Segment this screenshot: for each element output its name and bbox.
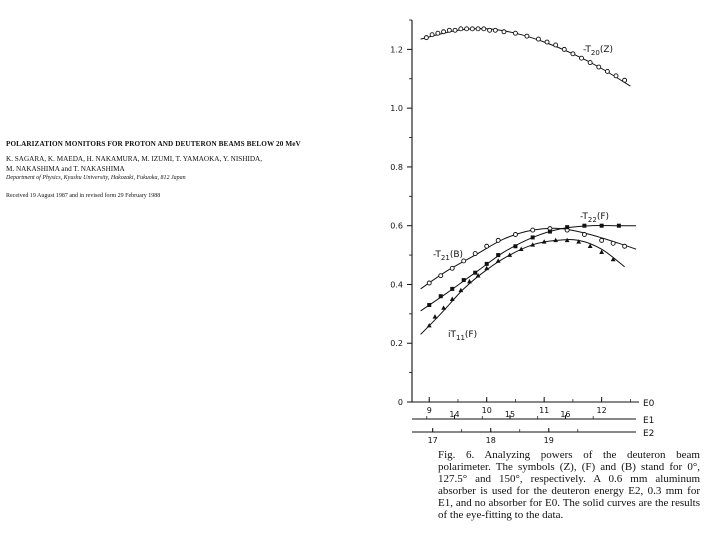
series-label-t21-b: $-T_{21}(B)$	[433, 250, 464, 262]
y-tick-label: 0.6	[390, 221, 403, 231]
data-point-t20-z	[436, 31, 440, 35]
data-points	[424, 27, 626, 328]
y-tick-label: 0.2	[390, 339, 403, 349]
data-point-t20-z	[502, 30, 506, 34]
paper-title: POLARIZATION MONITORS FOR PROTON AND DEUTERON BEAMS BELOW 20 MeV	[6, 140, 301, 148]
data-point-it11-f	[433, 314, 438, 318]
figure-caption	[438, 449, 700, 521]
y-tick-label: 1.0	[390, 104, 403, 114]
x-tick-label: 16	[560, 410, 571, 419]
data-point-t20-z	[623, 78, 627, 82]
data-point-t20-z	[470, 27, 474, 31]
x-tick-label: 10	[481, 406, 492, 415]
data-point-t22-f	[513, 244, 517, 248]
data-point-t20-z	[442, 30, 446, 34]
data-point-t20-z	[430, 33, 434, 37]
caption-text: Analyzing powers of the deuteron beam polarimeter. The symbols (Z), (F) and (B) stand for 0°, 127.5° and 150°, respectively. A 0.6 mm aluminum absorber is used for the deuteron energy E2, 0.3 mm for E1, and no absorber for E0. The solid curves are the results of the eye-fitting to the data.	[438, 449, 700, 521]
data-point-t21-b	[611, 241, 615, 245]
data-point-t20-z	[562, 47, 566, 51]
x-axis-name: E2	[643, 429, 655, 439]
x-axis-name: E0	[643, 399, 655, 409]
data-point-t20-z	[597, 65, 601, 69]
data-point-t21-b	[531, 228, 535, 232]
data-point-t22-f	[427, 303, 431, 307]
data-point-t21-b	[496, 238, 500, 242]
data-point-t21-b	[427, 281, 431, 285]
y-tick-label: 0	[397, 398, 403, 407]
data-point-it11-f	[467, 279, 472, 283]
x-tick-label: 19	[543, 436, 554, 445]
data-point-t21-b	[623, 244, 627, 248]
caption-label: Fig. 6.	[438, 449, 475, 461]
x-tick-label: 14	[449, 410, 460, 419]
data-point-t21-b	[600, 238, 604, 242]
data-point-t20-z	[493, 28, 497, 32]
data-point-t22-f	[462, 278, 466, 282]
author-line: M. NAKASHIMA and T. NAKASHIMA	[6, 165, 125, 173]
data-point-t22-f	[600, 224, 604, 228]
y-tick-label: 0.8	[390, 162, 403, 172]
data-point-t22-f	[450, 287, 454, 291]
data-point-t22-f	[485, 262, 489, 266]
data-point-t22-f	[439, 294, 443, 298]
data-point-t21-b	[450, 266, 454, 270]
series-label-it11-f: $iT_{11}(F)$	[448, 330, 478, 342]
data-point-t22-f	[496, 253, 500, 257]
data-point-t20-z	[459, 27, 463, 31]
x-tick-label: 18	[485, 436, 496, 445]
series-label-t22-f: $-T_{22}(F)$	[580, 212, 610, 224]
data-point-t20-z	[605, 69, 609, 73]
data-point-t22-f	[548, 230, 552, 234]
x-tick-label: 11	[539, 406, 550, 415]
data-point-t20-z	[588, 61, 592, 65]
received-date: Received 19 August 1987 and in revised form 29 February 1988	[6, 193, 161, 199]
data-point-t20-z	[488, 28, 492, 32]
data-point-t21-b	[439, 274, 443, 278]
data-point-t20-z	[424, 36, 428, 40]
data-point-it11-f	[441, 305, 446, 309]
data-point-t20-z	[525, 34, 529, 38]
x-tick-label: 15	[504, 410, 516, 419]
y-tick-label: 0.4	[390, 280, 403, 290]
series-label-t20-z: $-T_{20}(Z)$	[583, 45, 614, 57]
data-point-t20-z	[447, 28, 451, 32]
data-point-t20-z	[476, 27, 480, 31]
x-tick-label: 17	[427, 436, 438, 445]
data-point-t20-z	[536, 37, 540, 41]
data-point-t22-f	[473, 271, 477, 275]
data-point-t20-z	[513, 31, 517, 35]
data-point-t20-z	[571, 52, 575, 56]
data-point-t20-z	[554, 43, 558, 47]
data-point-t21-b	[473, 252, 477, 256]
author-line: K. SAGARA, K. MAEDA, H. NAKAMURA, M. IZUMI, T. YAMAOKA, Y. NISHIDA,	[6, 155, 263, 163]
data-point-t20-z	[614, 74, 618, 78]
data-point-t20-z	[453, 28, 457, 32]
data-point-t21-b	[513, 233, 517, 237]
data-point-t20-z	[545, 40, 549, 44]
data-point-it11-f	[484, 266, 489, 270]
affiliation: Department of Physics, Kyushu University, Hakozaki, Fukuoka, 812 Japan	[6, 175, 186, 181]
y-tick-label: 1.2	[390, 45, 403, 55]
x-tick-label: 12	[596, 406, 607, 415]
data-point-t20-z	[482, 27, 486, 31]
data-point-t22-f	[582, 224, 586, 228]
series-labels	[433, 45, 613, 342]
data-point-t20-z	[580, 56, 584, 60]
data-point-t22-f	[531, 235, 535, 239]
x-axis-name: E1	[643, 416, 655, 426]
data-point-t20-z	[465, 27, 469, 31]
data-point-t22-f	[617, 224, 621, 228]
data-point-t21-b	[582, 233, 586, 237]
x-tick-label: 9	[426, 406, 432, 415]
data-point-t22-f	[565, 225, 569, 229]
data-point-t21-b	[485, 244, 489, 248]
